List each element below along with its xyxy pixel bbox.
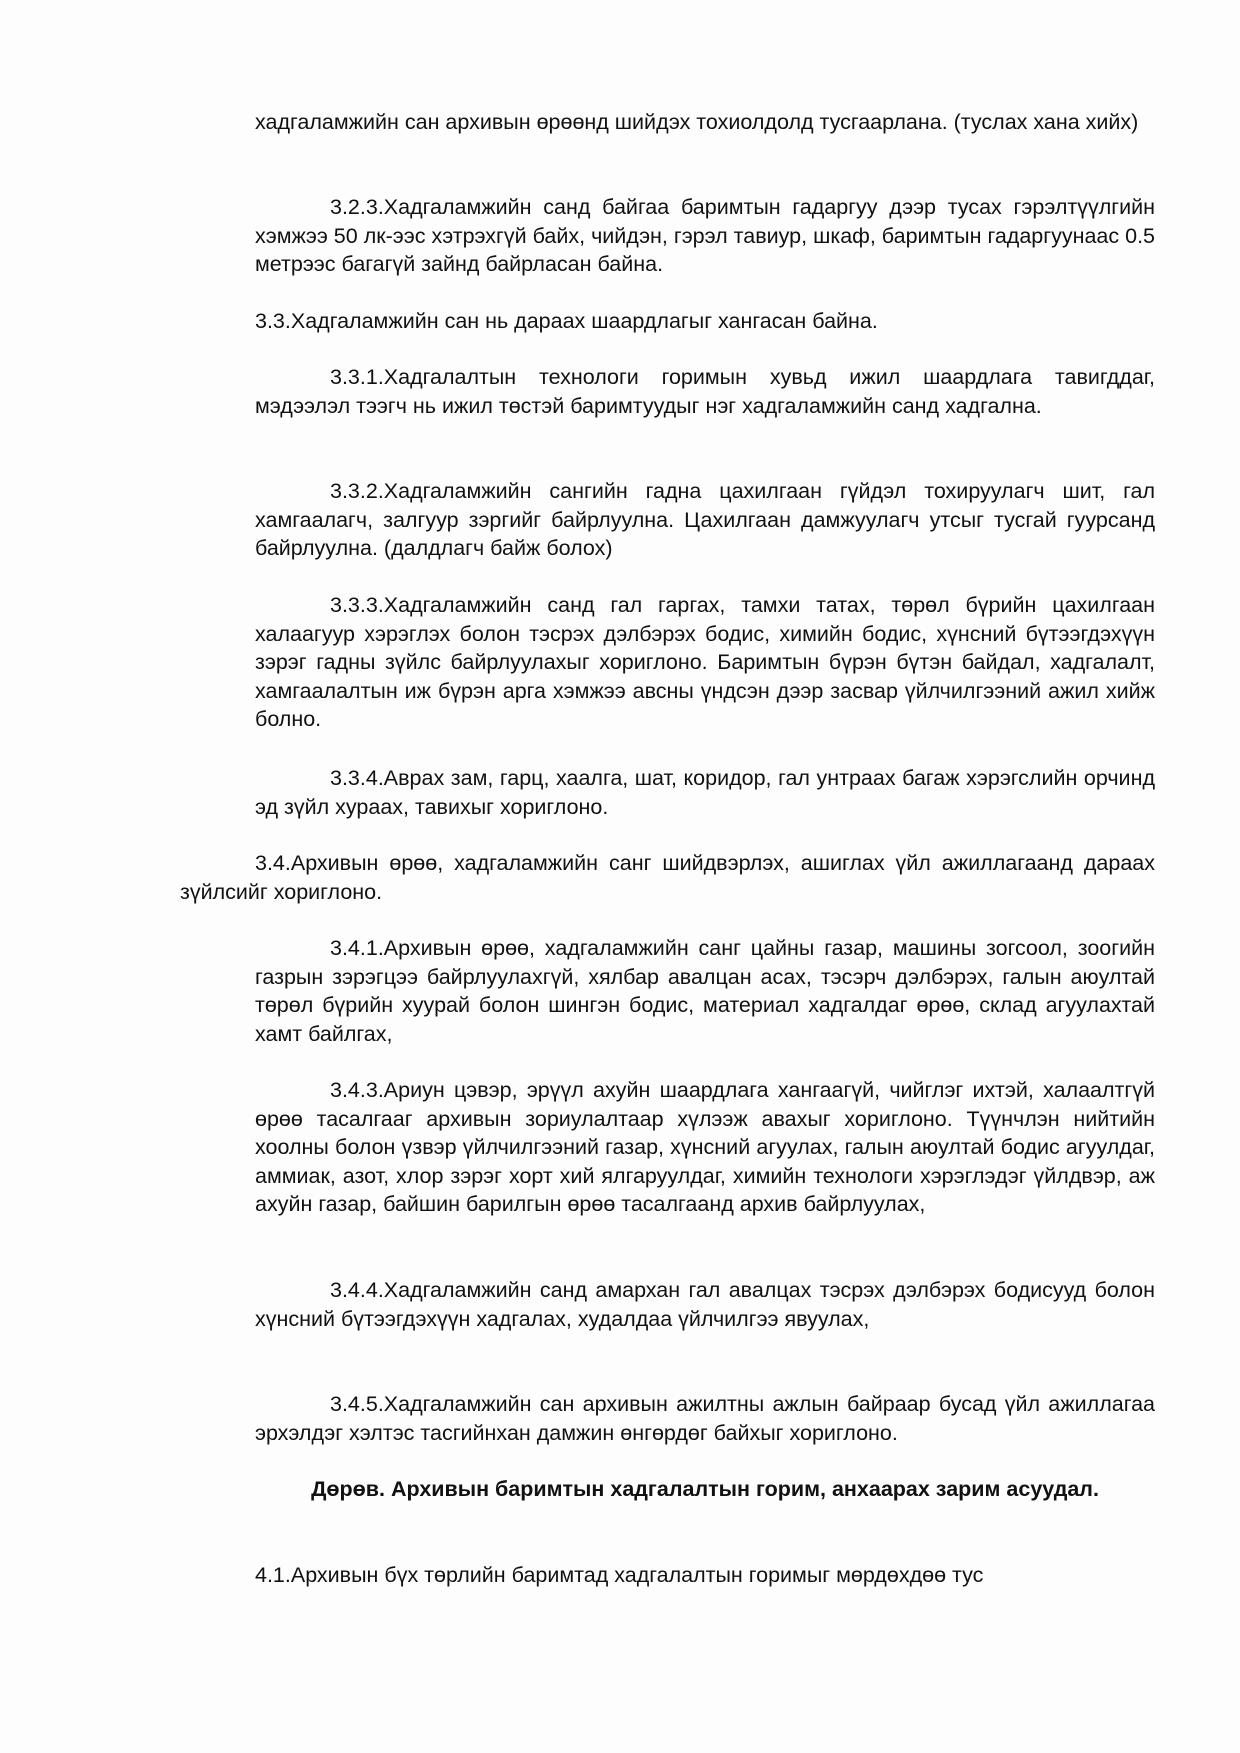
section-heading: Дөрөв. Архивын баримтын хадгалалтын горим, анхаарах зарим асуудал.	[311, 1477, 1099, 1501]
paragraph-3-2-3: 3.2.3.Хадгаламжийн санд байгаа баримтын гадаргуу дээр тусах гэрэлтүүлгийн хэмжээ 50 лк-ээс хэтрэхгүй байх, чийдэн, гэрэл тавиур, шкаф, баримтын гадаргуунаас 0.5 метрээс багагүй зайнд байрласан байна.	[255, 195, 1155, 276]
paragraph-3-4-4: 3.4.4.Хадгаламжийн санд амархан гал авалцах тэсрэх дэлбэрэх бодисууд болон хүнсний бүтээгдэхүүн хадгалах, худалдаа үйлчилгээ явуулах,	[255, 1278, 1155, 1331]
paragraph-3-3-1: 3.3.1.Хадгалалтын технологи горимын хувьд ижил шаардлага тавигддаг, мэдээлэл тээгч нь ижил төстэй баримтуудыг нэг хадгаламжийн санд хадгална.	[255, 365, 1155, 418]
paragraph-3-4-3: 3.4.3.Ариун цэвэр, эрүүл ахуйн шаардлага хангаагүй, чийглэг ихтэй, халаалтгүй өрөө тасалгааг архивын зориулалтаар хүлээж авахыг хориглоно. Түүнчлэн нийтийн хоолны болон үзвэр үйлчилгээний газар, хүнсний агуулах, галын аюултай бодис агуулдаг, аммиак, азот, хлор зэрэг хорт хий ялгаруулдаг, химийн технологи хэрэглэдэг үйлдвэр, аж ахуйн газар, байшин барилгын өрөө тасалгаанд архив байрлуулах,	[255, 1078, 1155, 1216]
paragraph-3-4-1: 3.4.1.Архивын өрөө, хадгаламжийн санг цайны газар, машины зогсоол, зоогийн газрын зэрэгцээ байрлуулахгүй, хялбар авалцан асах, тэсэрч дэлбэрэх, галын аюултай төрөл бүрийн хуурай болон шингэн бодис, материал хадгалдаг өрөө, склад агуулахтай хамт байлгах,	[255, 936, 1155, 1046]
paragraph-3-4: 3.4.Архивын өрөө, хадгаламжийн санг шийдвэрлэх, ашиглах үйл ажиллагаанд дараах зүйлсийг хориглоно.	[180, 851, 1155, 904]
paragraph-3-3-2: 3.3.2.Хадгаламжийн сангийн гадна цахилгаан гүйдэл тохируулагч шит, гал хамгаалагч, залгуур зэргийг байрлуулна. Цахилгаан дамжуулагч утсыг тусгай гуурсанд байрлуулна. (далдлагч байж болох)	[255, 479, 1155, 560]
paragraph-3-3-3: 3.3.3.Хадгаламжийн санд гал гаргах, тамхи татах, төрөл бүрийн цахилгаан халаагуур хэрэглэх болон тэсрэх дэлбэрэх бодис, химийн бодис, хүнсний бүтээгдэхүүн зэрэг гадны зүйлс байрлуулахыг хориглоно. Баримтын бүрэн бүтэн байдал, хадгалалт, хамгаалалтын иж бүрэн арга хэмжээ авсны үндсэн дээр засвар үйлчилгээний ажил хийж болно.	[255, 593, 1155, 731]
paragraph-3-3-4: 3.3.4.Аврах зам, гарц, хаалга, шат, коридор, гал унтраах багаж хэрэгслийн орчинд эд зүйл хураах, тавихыг хориглоно.	[255, 766, 1155, 819]
paragraph-4-1: 4.1.Архивын бүх төрлийн баримтад хадгалалтын горимыг мөрдөхдөө тус	[255, 1563, 984, 1587]
paragraph-3-4-5: 3.4.5.Хадгаламжийн сан архивын ажилтны ажлын байраар бусад үйл ажиллагаа эрхэлдэг хэлтэс тасгийнхан дамжин өнгөрдөг байхыг хориглоно.	[255, 1392, 1155, 1445]
paragraph-continuation: хадгаламжийн сан архивын өрөөнд шийдэх тохиолдолд тусгаарлана. (туслах хана хийх)	[255, 110, 1139, 134]
paragraph-3-3: 3.3.Хадгаламжийн сан нь дараах шаардлагыг хангасан байна.	[255, 309, 878, 333]
